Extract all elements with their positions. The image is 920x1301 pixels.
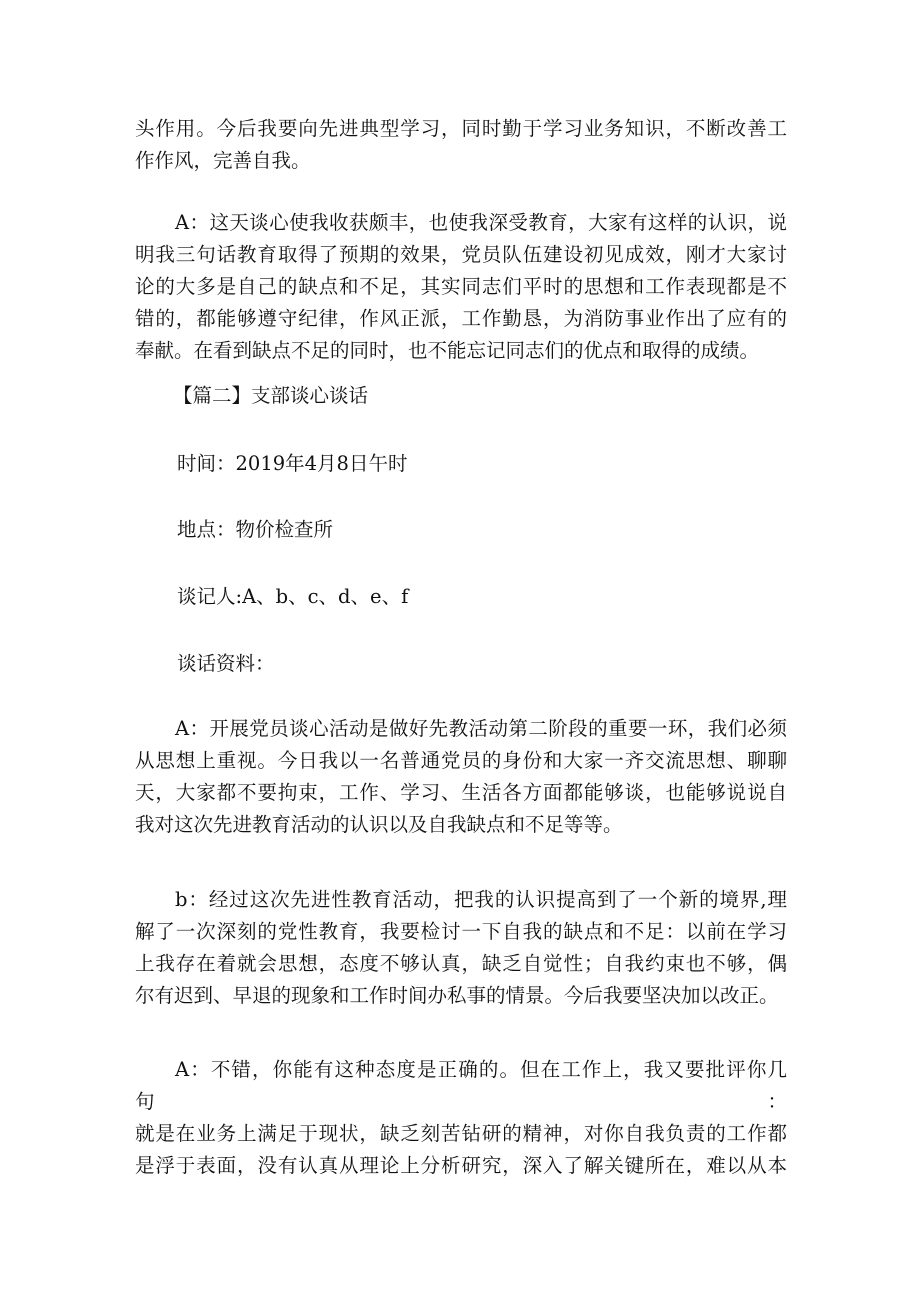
text-line: 作作风，完善自我。 [135,149,311,172]
meeting-time: 时间：2019年4月8日午时 [177,452,408,475]
text-line: 明我三句话教育取得了预期的效果，党员队伍建设初见成效，刚才大家讨 [135,243,787,266]
text-line: 从思想上重视。今日我以一名普通党员的身份和大家一齐交流思想、聊聊 [135,749,787,772]
text-line: 我对这次先进教育活动的认识以及自我缺点和不足等等。 [135,813,623,836]
paragraph-continuation [135,113,787,177]
text-line: A：开展党员谈心活动是做好先教活动第二阶段的重要一环，我们必须 [175,717,787,740]
text-line: 奉献。在看到缺点不足的同时，也不能忘记同志们的优点和取得的成绩。 [135,339,760,362]
text-line: 尔有迟到、早退的现象和工作时间办私事的情景。今后我要坚决加以改正。 [135,984,779,1007]
text-line: 解了一次深刻的党性教育，我要检讨一下自我的缺点和不足：以前在学习 [135,920,787,943]
text-line: 就是在业务上满足于现状，缺乏刻苦钻研的精神，对你自我负责的工作都 [135,1122,787,1145]
text-line: 错的，都能够遵守纪律，作风正派，工作勤恳，为消防事业作出了应有的 [135,307,787,330]
material-label: 谈话资料： [177,652,275,675]
text-line: 天，大家都不要拘束，工作、学习、生活各方面都能够谈，也能够说说自 [135,781,787,804]
text-line: A：这天谈心使我收获颇丰，也使我深受教育，大家有这样的认识，说 [175,211,787,234]
text-line: b：经过这次先进性教育活动，把我的认识提高到了一个新的境界,理 [175,888,787,911]
paragraph-a-opening [135,713,787,841]
meeting-place: 地点：物价检查所 [177,518,334,541]
paragraph-a-summary [135,207,787,367]
meeting-recorders: 谈记人:A、b、c、d、e、f [177,585,409,608]
text-line: 是浮于表面，没有认真从理论上分析研究，深入了解关键所在，难以从本 [135,1154,787,1177]
paragraph-a-critique [135,1054,787,1182]
text-line: 上我存在着就会思想，态度不够认真，缺乏自觉性；自我约束也不够，偶 [135,952,787,975]
text-line: 头作用。今后我要向先进典型学习，同时勤于学习业务知识，不断改善工 [135,117,787,140]
paragraph-b-reflection [135,884,787,1012]
section-heading: 【篇二】支部谈心谈话 [173,384,369,407]
text-line: 论的大多是自己的缺点和不足，其实同志们平时的思想和工作表现都是不 [135,275,787,298]
text-line: A：不错，你能有这种态度是正确的。但在工作上，我又要批评你几句： [135,1058,787,1113]
